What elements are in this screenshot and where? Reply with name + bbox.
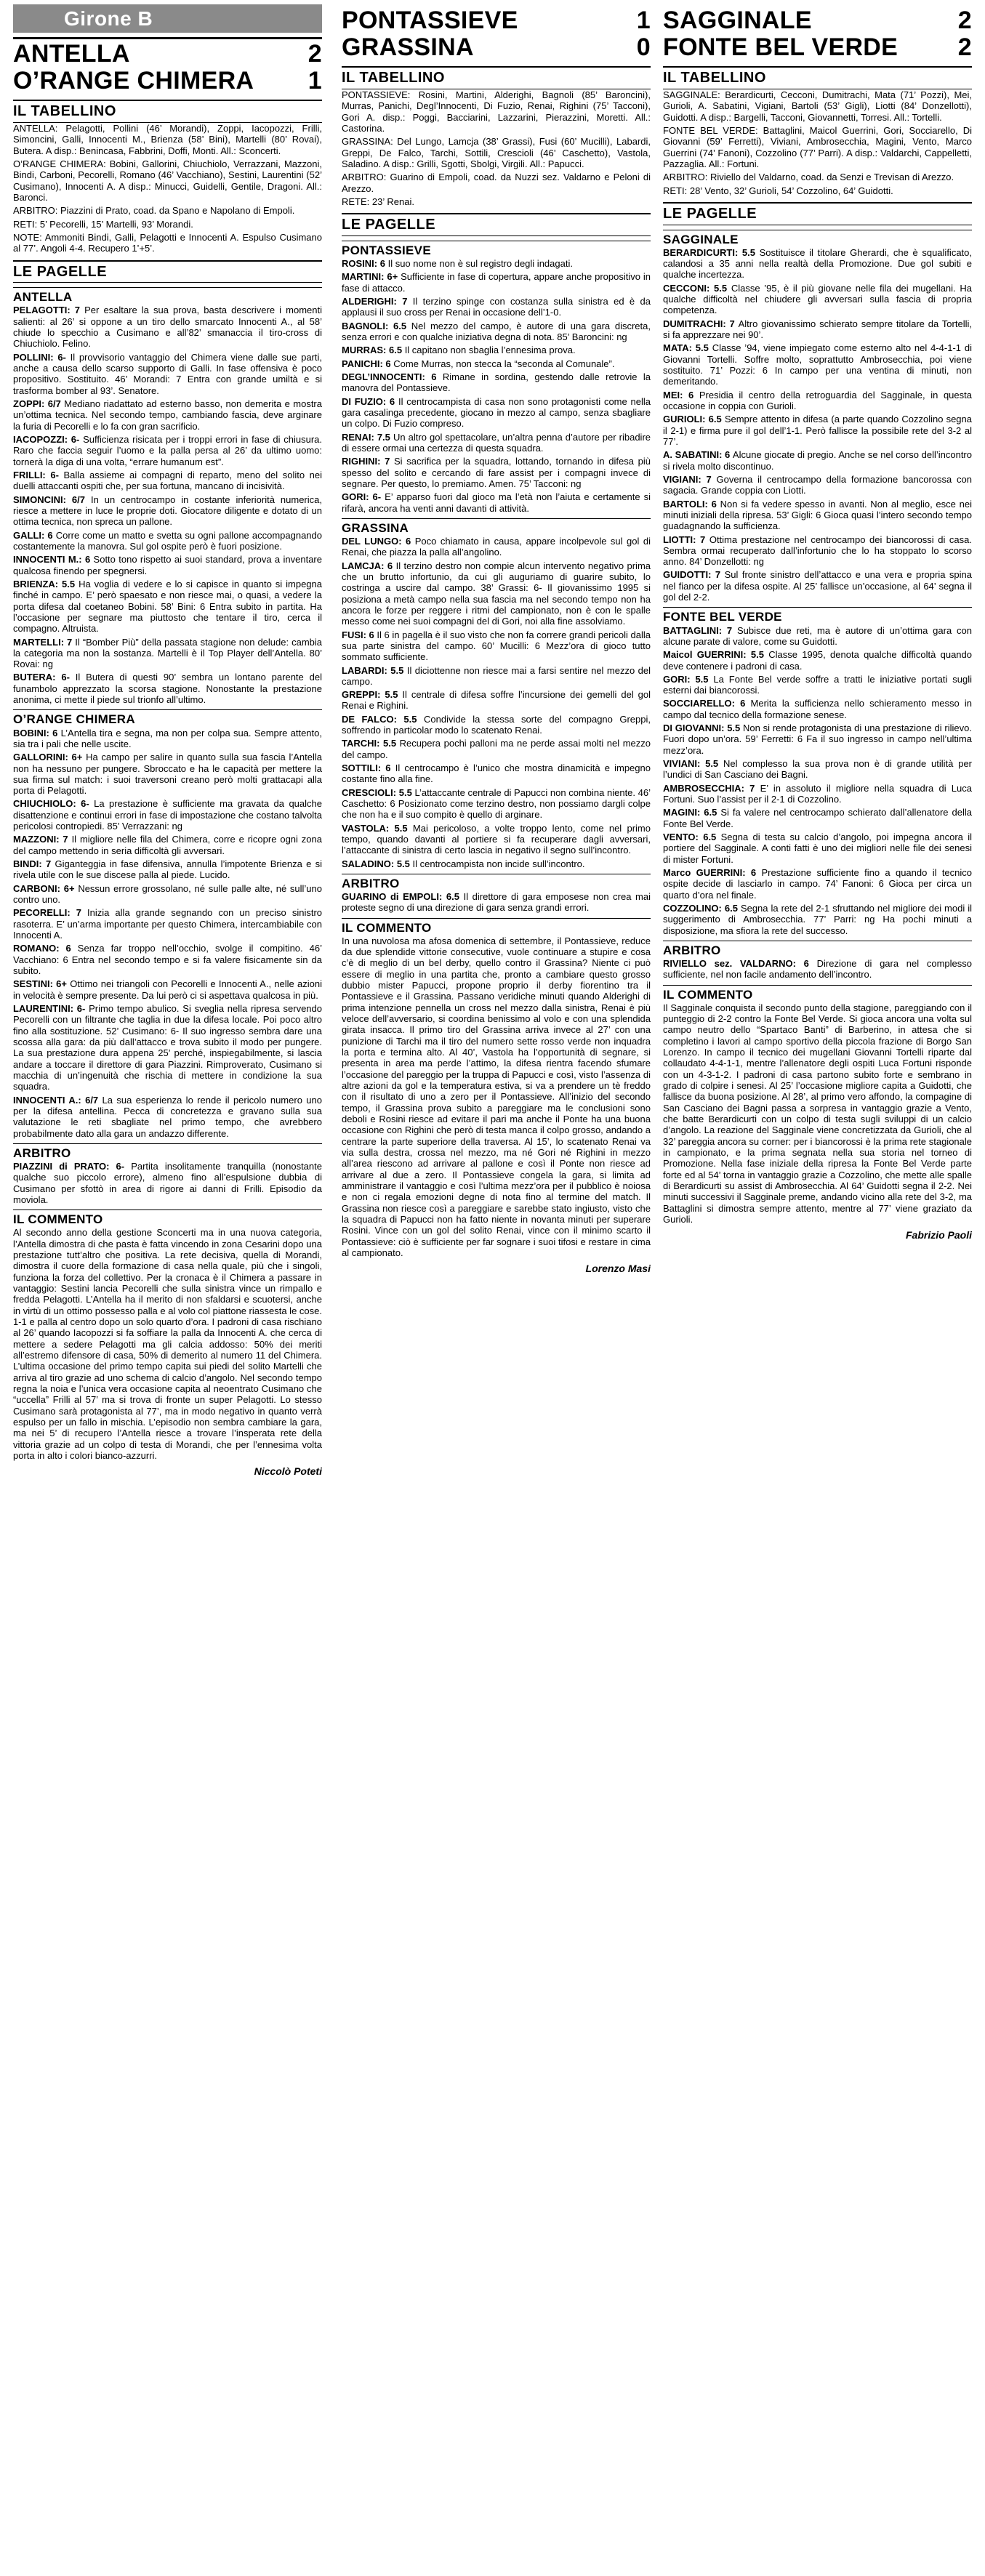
player-name-rating: ZOPPI: 6/7 (13, 398, 65, 409)
player-rating (342, 629, 651, 663)
tabellino-line: ARBITRO: Guarino di Empoli, coad. da Nuzzi sez. Valdarno e Peloni di Arezzo. (342, 172, 651, 194)
player-name-rating: A. SABATINI: 6 (663, 449, 733, 461)
home-team-name: PONTASSIEVE (342, 7, 518, 34)
player-name-rating: CHIUCHIOLO: 6- (13, 798, 95, 810)
player-name-rating: GREPPI: 5.5 (342, 689, 403, 701)
player-comment: Alcune giocate di pregio. Anche se nel corso dell’incontro si rivela molto discontinuo. (663, 449, 972, 472)
tabellino-line: FONTE BEL VERDE: Battaglini, Maicol Guerrini, Gori, Socciarello, Di Giovanni (59’ Ferretti), Viviani, Ambrosecchia, Magini, Vento, Marco Guerrini (74’ Fanoni), Cozzolino (77’ Parri). A disp.: Valdarchi, Cappelletti, Pazzaglia. All.: Fortuni. (663, 125, 972, 169)
player-rating (342, 714, 651, 736)
player-comment: Subisce due reti, ma è autore di un’ottima gara con alcune parate di valore, come su Guidotti. (663, 624, 972, 647)
section-heading: LE PAGELLE (342, 213, 651, 236)
player-rating (342, 321, 651, 343)
player-name-rating: PANICHI: 6 (342, 358, 394, 369)
player-comment: Si sacrifica per la squadra, lottando, tornando in difesa più spesso del solito e cercando di fare assist per i compagni invece di segnare. Per questo, lo premiamo. Amen. 75’ Tacconi: ng (342, 456, 651, 489)
player-rating (342, 258, 651, 269)
player-name-rating: PELAGOTTI: 7 (13, 305, 85, 316)
player-comment: Per esaltare la sua prova, basta descrivere i momenti salienti: al 26’ si oppone a un tiro dello smarcato Innocenti A., al 58’ chiude lo specchio a Cusimano e all’82’ smanaccia il tiro-cross di Chiuchiolo. Felino. (13, 305, 322, 350)
player-rating (342, 536, 651, 558)
player-rating (663, 783, 972, 805)
player-comment: Nel complesso la sua prova non è di grande utilità per l’undici di San Casciano dei Bagni. (663, 758, 972, 781)
player-comment: Non si rende protagonista di una prestazione di rilievo. Fuori dopo un’ora. 59’ Ferretti: 6 Fa il suo ingresso in campo nell’ultima mezz’ora. (663, 723, 972, 756)
player-comment: Il migliore nelle fila del Chimera, corre e ricopre ogni zona del campo mettendo in seria difficoltà gli avversari. (13, 834, 322, 856)
player-rating (13, 494, 322, 528)
player-comment: Primo tempo abulico. Si sveglia nella ripresa servendo Pecorelli con un filtrante che taglia in due la difesa locale. Poi poco altro fino alla sostituzione. 52’ Cusimano: 6- Il suo ingresso sembra dare una scossa alla gara: da più dall’attacco e trova subito il modo per pungere. La sua prestazione dura appena 25’ perché, inspiegabilmente, si lascia andare a toccare il direttore di gara Piazzini. Rimproverato, Cusimano si macchia di un’ingenuità che rischia di mettere in condizione la sua squadra. (13, 1003, 322, 1092)
player-comment: Balla assieme ai compagni di reparto, meno del solito nei duelli attaccanti ospiti che, per sua fortuna, mancano di incisività. (13, 469, 322, 492)
commento-text: In una nuvolosa ma afosa domenica di settembre, il Pontassieve, reduce da due splendide vittorie consecutive, vuole continuare a stupire e cosa c’è di meglio di un bel derby, quello contro il Grassina? Niente ci può essere di meglio in una partita che, pronto a cambiare questo grosso dubbio mister Papucci, propone proprio il derby fiorentino tra il Pontassieve e il Grassina. Passano veridiche minuti quando Alderighi di prima intenzione pennella un cross nel mezzo dalla sinistra, Renai è più veloce dell’avversario, si coordina benissimo al volo e con una splendida girata insacca. Il primo tiro del Grassina arriva invece al 27’ con una punizione di Tarchi ma il tiro del numero sette rosso verde non inquadra la porta e termina alto. Al 40’, Vastola ha l’opportunità di segnare, si presenta in area ma perde l’attimo, la difesa rientra facendo sfumare l’occasione del pareggio per la truppa di Papucci e così, visto l’assenza di altre azioni da gol e la temperatura estiva, si va a prendere un tè freddo con il risultato di uno a zero per il Pontassieve. All’inizio del secondo tempo, il Grassina prova subito a pareggiare ma le conclusioni sono deboli e Rosini riesce ad evitare il pari ma anche il Ponte ha una buona occasione con Righini che però di testa manca il colpo grosso, andando a centrare la parte superiore della traversa. Al 15’, lo scatenato Renai va via sulla destra, crossa nel mezzo, ma né Gori né Righini in mezzo all’area riescono ad arrivare al pallone e così il Ponte non riesce ad arrivare al due a zero. Il Pontassieve congela la gara, si limita ad amministrare il vantaggio e così l’ultima mezz’ora per il pubblico è noiosa e non ci regala emozioni degne di nota fino al termine del match. Il Grassina non riesce così a pareggiare e sarebbe stato ingiusto, visto che la squadra di Papucci non ha fatto niente in novanta minuti per superare Rosini. Vince con un gol del solito Renai, vince con il minimo scarto il Pontassieve: ciò è sufficiente per far sognare i suoi tifosi e restare in cima al campionato. (342, 935, 651, 1259)
player-comment: Merita la sufficienza nello schieramento messo in campo dal tecnico della formazione senese. (663, 698, 972, 720)
group-header: Girone B (13, 4, 322, 33)
player-rating (342, 358, 651, 369)
player-rating (13, 834, 322, 856)
player-comment: Il “Bomber Più” della passata stagione non delude: cambia la categoria ma non la sostanza. Martelli è il Top Player dell’Antella. 80’ Rovai: ng (13, 636, 322, 670)
player-rating (663, 534, 972, 568)
player-rating (13, 352, 322, 396)
player-name-rating: PIAZZINI di PRATO: 6- (13, 1161, 132, 1172)
referee-heading: ARBITRO (342, 874, 651, 891)
player-name-rating: RIGHINI: 7 (342, 456, 394, 467)
player-name-rating: Maicol GUERRINI: 5.5 (663, 649, 769, 661)
tabellino-line: ARBITRO: Riviello del Valdarno, coad. da Senzi e Trevisan di Arezzo. (663, 172, 954, 183)
player-name-rating: BATTAGLINI: 7 (663, 624, 737, 636)
referee-heading: ARBITRO (663, 941, 972, 958)
team-row (663, 34, 972, 61)
player-name-rating: MEI: 6 (663, 389, 699, 401)
home-team-name: ANTELLA (13, 40, 130, 68)
player-comment: Sufficiente in fase di copertura, appare anche propositivo in fase di attacco. (342, 271, 651, 294)
match-header (342, 6, 651, 60)
player-comment: Il centrocampista di casa non sono protagonisti come nella gara casalinga precedente, giocano in mezzo al campo, senza sbagliare un colpo. Di Fuzio compreso. (342, 395, 651, 430)
player-name-rating: MAZZONI: 7 (13, 834, 72, 845)
ratings-list (342, 258, 651, 514)
player-name-rating: CECCONI: 5.5 (663, 282, 731, 294)
player-rating (663, 474, 972, 496)
player-comment: Ha campo per salire in quanto sulla sua fascia l’Antella non ha nessuno per pungere. Sbroccato e ha le capacità per mettere la sua firma sul match: i suoi traversoni creano però molti grattacapi alla porta di Pelagotti. (13, 752, 322, 797)
player-name-rating: ROSINI: 6 (342, 257, 388, 269)
match-header (13, 37, 322, 94)
player-rating (342, 345, 651, 355)
player-name-rating: TARCHI: 5.5 (342, 738, 400, 749)
player-comment: Sostituisce il titolare Gherardi, che è squalificato, calandosi a 35 anni nella realtà della Promozione. Due gol subiti e qualche incertezza. (663, 246, 972, 281)
player-rating (663, 903, 972, 936)
player-rating (342, 891, 651, 914)
column-antella-chimera (13, 0, 322, 2576)
column-pontassieve-grassina (342, 0, 651, 2576)
player-comment: Recupera pochi palloni ma ne perde assai molti nel mezzo del campo. (342, 738, 651, 760)
player-rating (13, 434, 322, 467)
player-comment: Mediano riadattato ad esterno basso, non demerita e mostra un’ottima tecnica. Nel secondo tempo, cambiando fascia, deve arginare la furia di Pecorelli e lo fa con gran sacrificio. (13, 398, 322, 432)
player-name-rating: DEGL’INNOCENTI: 6 (342, 371, 443, 382)
player-name-rating: GURIOLI: 6.5 (663, 414, 725, 425)
tabellino-line: RETE: 23’ Renai. (342, 196, 414, 207)
player-name-rating: GALLORINI: 6+ (13, 752, 87, 763)
player-comment: Presidia il centro della retroguardia del Sagginale, in questa occasione in coppia con Gurioli. (663, 389, 972, 411)
section-heading: LE PAGELLE (13, 260, 322, 283)
player-name-rating: BARTOLI: 6 (663, 498, 720, 510)
player-comment: Il 6 in pagella è il suo visto che non fa correre grandi pericoli dalla sua parte sinistra del campo. 60’ Mucilli: 6 Mezz’ora di gioco tutto sommato sufficiente. (342, 629, 651, 663)
player-name-rating: ALDERIGHI: 7 (342, 295, 413, 307)
author-signature: Lorenzo Masi (585, 1263, 651, 1275)
home-team-score: 2 (957, 7, 972, 34)
player-rating (342, 271, 651, 294)
player-rating (663, 247, 972, 281)
player-rating (342, 858, 651, 869)
player-comment: Prestazione sufficiente fino a quando il tecnico ospite decide di lasciarlo in campo. 74’ Fanoni: 6 Gioca per circa un quarto d’ora nel finale. (663, 867, 972, 901)
player-rating (13, 883, 322, 906)
section-heading: IL TABELLINO (13, 100, 322, 123)
player-name-rating: BRIENZA: 5.5 (13, 578, 79, 589)
home-team-name: SAGGINALE (663, 7, 812, 34)
player-comment: Il terzino spinge con costanza sulla sinistra ed è da applausi il suo cross per Renai in occasione dell’1-0. (342, 295, 651, 318)
player-rating (13, 1003, 322, 1092)
ratings-list (13, 305, 322, 705)
commento-heading: IL COMMENTO (13, 1209, 322, 1227)
tabellino-line: RETI: 5’ Pecorelli, 15’ Martelli, 93’ Morandi. (13, 218, 193, 230)
player-comment: La Fonte Bel verde soffre a tratti le iniziative portati sugli esterni dai biancorossi. (663, 673, 972, 696)
player-comment: Si fa valere nel centrocampo schierato dall’allenatore della Fonte Bel Verde. (663, 807, 972, 829)
player-name-rating: RIVIELLO sez. VALDARNO: 6 (663, 958, 817, 970)
team-row (13, 68, 322, 94)
player-name-rating: VIGIANI: 7 (663, 473, 717, 485)
section-heading: IL TABELLINO (663, 66, 972, 89)
player-name-rating: COZZOLINO: 6.5 (663, 903, 741, 914)
player-name-rating: VIVIANI: 5.5 (663, 758, 723, 770)
team-row (13, 41, 322, 68)
player-rating (13, 943, 322, 976)
player-name-rating: GORI: 5.5 (663, 673, 714, 685)
away-team-score: 0 (636, 33, 651, 61)
player-rating (663, 625, 972, 648)
player-rating (342, 560, 651, 627)
player-rating (663, 758, 972, 781)
ratings-list (342, 536, 651, 869)
away-team-name: O’RANGE CHIMERA (13, 66, 254, 94)
player-name-rating: IACOPOZZI: 6- (13, 433, 84, 445)
player-name-rating: ROMANO: 6 (13, 943, 78, 954)
player-name-rating: BERARDICURTI: 5.5 (663, 246, 760, 258)
player-rating (342, 738, 651, 760)
player-name-rating: GUIDOTTI: 7 (663, 569, 725, 581)
tabellino-line: ANTELLA: Pelagotti, Pollini (46’ Morandi), Zoppi, Iacopozzi, Frilli, Simoncini, Galli, Innocenti M., Brienza (58’ Bini), Martelli (80’ Rovai), Butera. A disp.: Benincasa, Fabbrini, Doffi, Monti. All.: Sconcerti. (13, 123, 322, 156)
player-name-rating: LAURENTINI: 6- (13, 1003, 89, 1015)
player-rating (342, 823, 651, 856)
team-row (663, 7, 972, 34)
player-rating (663, 390, 972, 412)
team-subheading: PONTASSIEVE (342, 241, 651, 258)
home-team-score: 2 (307, 40, 322, 68)
player-comment: Il Butera di questi 90’ sembra un lontano parente del funambolo apprezzato la scorsa stagione. Nonostante la prestazione anonima, ci mette il piede sul trionfo all’ultimo. (13, 672, 322, 706)
player-name-rating: MAGINI: 6.5 (663, 807, 721, 818)
player-comment: Poco chiamato in causa, appare incolpevole sul gol di Renai, che piazza la palla all’angolino. (342, 535, 651, 558)
away-team-name: FONTE BEL VERDE (663, 33, 898, 61)
player-rating (13, 798, 322, 832)
player-rating (13, 530, 322, 552)
tabellino-line: O’RANGE CHIMERA: Bobini, Gallorini, Chiuchiolo, Verrazzani, Mazzoni, Bindi, Carboni, Pecorelli, Romano (46’ Vacchiano), Sestini, Laurentini (52’ Cusimano), Innocenti A. A disp.: Minucci, Guidelli, Gentile, Dragoni. All.: Baronci. (13, 158, 322, 204)
ratings-list (13, 1161, 322, 1205)
player-name-rating: INNOCENTI M.: 6 (13, 554, 94, 565)
player-comment: Mai pericoloso, a volte troppo lento, come nel primo tempo, quando davanti al portiere si fa recuperare dagli avversari, l’attaccante di sinistra di certo lascia in negativo il segno sull’incontro. (342, 822, 651, 856)
ratings-list (663, 958, 972, 981)
player-comment: Sempre attento in difesa (a parte quando Cozzolino segna il 2-1) e firma pure il gol dell’1-1. Però fallisce la possibile rete del 3-2 al 77’. (663, 414, 972, 447)
player-name-rating: MURRAS: 6.5 (342, 345, 405, 356)
player-comment: Senza far troppo nell’occhio, svolge il compitino. 46’ Vacchiano: 6 Entra nel secondo tempo e si fa valere fisicamente sin da subito. (13, 943, 322, 977)
player-name-rating: CARBONI: 6+ (13, 882, 79, 894)
player-comment: Condivide la stessa sorte del compagno Greppi, soffrendo in particolar modo lo scatenato Renai. (342, 713, 651, 736)
away-team-name: GRASSINA (342, 33, 474, 61)
player-rating (663, 674, 972, 696)
player-rating (663, 867, 972, 901)
player-rating (663, 958, 972, 981)
player-name-rating: SIMONCINI: 6/7 (13, 494, 91, 505)
player-comment: Nel mezzo del campo, è autore di una gara discreta, senza errori e con qualche iniziativa degna di nota. 85’ Baroncini: ng (342, 320, 651, 342)
player-comment: Il terzino destro non compie alcun intervento negativo prima che un brutto infortunio, da cui gli auguriamo di guarire subito, lo costringa a uscire dal campo. 38’ Grassi: 6- Il giovanissimo 1995 si posiziona a metà campo nella sua fascia ma nel secondo tempo non ha ancora le forze per reggere i ritmi del campionato, non è con le spalle messo come nei suoi compagni del di Gori, noi alla fine assolviamo. (342, 560, 651, 627)
commento-heading: IL COMMENTO (663, 985, 972, 1002)
player-rating (342, 665, 651, 688)
ratings-list (663, 247, 972, 603)
referee-heading: ARBITRO (13, 1143, 322, 1161)
player-name-rating: BOBINI: 6 (13, 727, 61, 738)
player-name-rating: INNOCENTI A.: 6/7 (13, 1094, 102, 1106)
author-signature: Fabrizio Paoli (905, 1229, 972, 1241)
player-name-rating: LAMCJA: 6 (342, 560, 396, 571)
team-subheading: SAGGINALE (663, 230, 972, 247)
player-comment: Sul fronte sinistro dell’attacco e una vera e propria spina nel fianco per la difesa ospite. Al 25’ fallisce un’occasione, al 64’ segna il gol del 2-2. (663, 569, 972, 603)
player-comment: L’attaccante centrale di Papucci non combina niente. 46’ Caschetto: 6 Posizionato come terzino destro, non possiamo dargli colpe che non ha e il suo compito è quello di arginare. (342, 786, 651, 821)
player-comment: In un centrocampo in costante inferiorità numerica, riesce a mettere in luce le proprie doti. Giocatore diligente e dotato di un ottima tecnica, non spreca un pallone. (13, 494, 322, 528)
player-comment: La sua esperienza lo rende il pericolo numero uno per la difesa antellina. Pecca di concretezza e gravano sulla sua valutazione le reti sbagliate nel primo tempo, che avrebbero probabilmente dato alla gara un andazzo differente. (13, 1094, 322, 1139)
player-comment: L’Antella tira e segna, ma non per colpa sua. Sempre attento, sia tra i pali che nelle uscite. (13, 727, 322, 749)
player-name-rating: GALLI: 6 (13, 529, 56, 541)
player-rating (342, 491, 651, 514)
player-comment: Direzione di gara nel complesso sufficiente, nel non facile andamento dell’incontro. (663, 958, 972, 981)
player-name-rating: SESTINI: 6+ (13, 978, 71, 990)
player-comment: Il centrocampista non incide sull’incontro. (412, 858, 585, 869)
team-row (342, 34, 651, 61)
tabellino-line: PONTASSIEVE: Rosini, Martini, Alderighi, Bagnoli (85’ Baroncini), Murras, Panichi, Degl’Innocenti, Di Fuzio, Renai, Righini (75’ Tacconi), Gori A. disp.: Poggi, Bacciarini, Lazzarini, Pierazzini, Moretti. All.: Castorina. (342, 89, 651, 134)
player-name-rating: MATA: 5.5 (663, 342, 712, 354)
tabellino (342, 89, 651, 207)
player-rating (13, 470, 322, 492)
player-comment: Ottimo nei triangoli con Pecorelli e Innocenti A., nelle azioni in velocità è sempre presente. Da lui però ci si aspettava qualcosa in più. (13, 978, 322, 1001)
player-rating (663, 499, 972, 532)
player-name-rating: LABARDI: 5.5 (342, 664, 407, 676)
team-subheading: O’RANGE CHIMERA (13, 709, 322, 727)
tabellino-line: ARBITRO: Piazzini di Prato, coad. da Spano e Napolano di Empoli. (13, 205, 295, 217)
player-comment: E’ in assoluto il migliore nella squadra di Luca Fortuni. Suo l’assist per il 2-1 di Cozzolino. (663, 782, 972, 805)
player-rating (342, 432, 651, 454)
player-name-rating: RENAI: 7.5 (342, 431, 393, 443)
tabellino-line: GRASSINA: Del Lungo, Lamcja (38’ Grassi), Fusi (60’ Mucilli), Labardi, Greppi, De Falco, Tarchi, Sottili, Crescioli (46’ Caschetto), Vastola, Saladino. A disp.: Grilli, Sgotti, Sbolgi, Virgili. All.: Papucci. (342, 136, 651, 169)
player-name-rating: DI FUZIO: 6 (342, 395, 398, 407)
player-comment: Il capitano non sbaglia l’ennesima prova. (404, 345, 576, 356)
player-comment: Il suo nome non è sul registro degli indagati. (387, 257, 573, 269)
player-comment: E’ apparso fuori dal gioco ma l’età non l’aiuta e certamente si rifarà, ancora ha venti anni davanti di attività. (342, 491, 651, 514)
player-name-rating: FRILLI: 6- (13, 469, 64, 480)
tabellino-line: NOTE: Ammoniti Bindi, Galli, Pelagotti e Innocenti A. Espulso Cusimano al 77’. Angoli 4-4. Recupero 1’+5’. (13, 232, 322, 254)
player-rating (342, 787, 651, 821)
player-comment: Segna la rete del 2-1 sfruttando nel migliore dei modi il suggerimento di Ambrosecchia. 77’ Parri: ng Ha pochi minuti a disposizione, ma sfiora la rete del successo. (663, 903, 972, 936)
player-rating (342, 396, 651, 430)
player-rating (342, 456, 651, 489)
player-comment: Come Murras, non stecca la “seconda al Comunale”. (393, 358, 615, 369)
section-heading: LE PAGELLE (663, 202, 972, 225)
player-name-rating: DEL LUNGO: 6 (342, 535, 415, 547)
player-name-rating: AMBROSECCHIA: 7 (663, 782, 760, 794)
player-name-rating: BAGNOLI: 6.5 (342, 320, 411, 331)
ratings-list (13, 728, 322, 1139)
player-name-rating: CRESCIOLI: 5.5 (342, 786, 415, 798)
player-rating (13, 907, 322, 941)
player-rating (663, 318, 972, 341)
player-name-rating: LIOTTI: 7 (663, 534, 709, 545)
commento-text: Il Sagginale conquista il secondo punto della stagione, pareggiando con il punteggio di 2-2 contro la Fonte Bel Verde. Si gioca ancora una volta sul campo neutro dello “Spartaco Banti” di Barberino, in attesa che si completino i lavori al campo sportivo della piccola frazione di Borgo San Lorenzo. In campo il tecnico dei mugellani Giovanni Tortelli riparte dal collaudato 4-4-1-1, mentre l’allenatore degli ospiti Luca Fortuni risponde con un 4-3-1-2. I padroni di casa partono subito forte e sembrano in grado di colpire i senesi. Al 25’ l’occasione migliore capita a Guidotti, che fallisce da buona posizione. Al 28’, al primo vero affondo, la compagine di San Casciano dei Bagni passa a sorpresa in vantaggio grazie a Vento, che batte Berardicurti con un colpo di testa sugli sviluppi di un calcio d’angolo. La reazione del Sagginale viene concretizzata da Gurioli, che al 32’ pareggia ancora su corner: per i biancorossi è la prima rete stagionale in campionato, e la prima segnata nella sua storia nel torneo di Promozione. Nella fase iniziale della ripresa la Fonte Bel Verde parte forte ed al 54’ torna in vantaggio grazie a Cozzolino, che mette alle spalle di Berardicurti su assist di Ambrosecchia. Al 64’ Guidotti segna il 2-2. Nei minuti successivi il Sagginale preme, andando vicino alla rete del 3-2, ma Battaglini si dimostra sempre attento, mentre al 77’ viene graziato da Gurioli. (663, 1002, 972, 1225)
player-comment: Nessun errore grossolano, né sulle palle alte, né sull’uno contro uno. (13, 882, 322, 906)
player-comment: Ha voglia di vedere e lo si capisce in quanto si impegna finché in campo. E’ però spaesato e non riesce mai, o quasi, a vedere la porta difesa dal coetaneo Bobini. 58’ Bini: 6 Entra subito in partita. Ha l’occasione per segnare ma piuttosto che tentare il tiro, cerca il compagno. Altruista. (13, 578, 322, 635)
player-comment: Sufficienza risicata per i troppi errori in fase di chiusura. Raro che faccia seguir l’uomo e la palla persa al 26’ da ultimo uomo: tornerà la diga di una volta, “errare humanum est”. (13, 433, 322, 467)
player-rating (342, 371, 651, 394)
player-name-rating: VASTOLA: 5.5 (342, 822, 413, 834)
player-comment: La prestazione è sufficiente ma gravata da qualche disattenzione e continui errori in fase di impostazione che costano talvolta pericolosi contropiedi. 85’ Verrazzani: ng (13, 798, 322, 832)
team-row (342, 7, 651, 34)
player-name-rating: GUARINO di EMPOLI: 6.5 (342, 891, 464, 903)
player-comment: Il direttore di gara emposese non crea mai proteste segno di una direzione di gara senza grandi errori. (342, 891, 651, 914)
player-rating (342, 762, 651, 785)
team-subheading: FONTE BEL VERDE (663, 607, 972, 624)
ratings-list (663, 625, 972, 937)
player-comment: Ottima prestazione nel centrocampo dei biancorossi di casa. Sembra ormai recuperato dall’infortunio che lo ha stoppato lo scorso anno. 84’ Donzellotti: ng (663, 534, 972, 568)
player-rating (342, 689, 651, 712)
player-rating (663, 283, 972, 316)
player-name-rating: FUSI: 6 (342, 629, 377, 640)
tabellino-line: SAGGINALE: Berardicurti, Cecconi, Dumitrachi, Mata (71’ Pozzi), Mei, Gurioli, A. Sabatini, Vigiani, Bartoli (53’ Gigli), Liotti (84’ Donzellotti), Guidotti. A disp.: Bargelli, Tacconi, Giovannetti, Torresi. All.: Tortelli. (663, 89, 972, 123)
player-rating (13, 728, 322, 750)
player-comment: Classe 1995, denota qualche difficoltà quando deve contenere i padroni di casa. (663, 649, 972, 672)
player-name-rating: SOCCIARELLO: 6 (663, 698, 751, 709)
player-rating (13, 672, 322, 705)
player-rating (13, 752, 322, 796)
match-header (663, 6, 972, 60)
player-rating (663, 569, 972, 603)
player-name-rating: BUTERA: 6- (13, 672, 76, 683)
player-comment: Il diciottenne non riesce mai a farsi sentire nel mezzo del campo. (342, 664, 651, 687)
player-name-rating: Marco GUERRINI: 6 (663, 867, 762, 879)
player-name-rating: GORI: 6- (342, 491, 385, 503)
away-team-score: 2 (957, 33, 972, 61)
team-subheading: GRASSINA (342, 518, 651, 536)
player-comment: Classe ’94, viene impiegato come esterno alto nel 4-4-1-1 di Giovanni Tortelli. Soffre molto, soprattutto Ambrosecchia, poi viene sostituito. 71’ Pozzi: 6 In campo per una ventina di minuti, non demeritando. (663, 342, 972, 387)
player-name-rating: DE FALCO: 5.5 (342, 713, 424, 725)
tabellino (13, 123, 322, 254)
player-name-rating: BINDI: 7 (13, 858, 55, 870)
home-team-score: 1 (636, 7, 651, 34)
player-comment: Inizia alla grande segnando con un preciso sinistro rasoterra. E’ un’arma importante per questo Chimera, intercambiabile con Innocenti A. (13, 907, 322, 941)
player-comment: Il provvisorio vantaggio del Chimera viene dalle sue parti, anche a causa dello scarso supporto di Galli. In fase offensiva è poco propositivo. Sostituito. 46’ Morandi: 7 Entra con grande umiltà e si trasforma bomber al 93’. Senatore. (13, 351, 322, 396)
author-signature: Niccolò Poteti (254, 1465, 322, 1478)
player-rating (13, 978, 322, 1001)
player-name-rating: MARTINI: 6+ (342, 271, 401, 283)
player-rating (342, 296, 651, 318)
player-rating (13, 579, 322, 635)
player-rating (663, 723, 972, 756)
tabellino (663, 89, 972, 196)
player-name-rating: PECORELLI: 7 (13, 907, 88, 919)
player-comment: Partita insolitamente tranquilla (nonostante qualche suo piccolo errore), almeno fino all’espulsione dubbia di Cusimano per sfottò in area di rigore ai danni di Frilli. Episodio da moviola. (13, 1161, 322, 1206)
ratings-list (342, 891, 651, 914)
player-comment: Giganteggia in fase difensiva, annulla l’impotente Brienza e si rivela utile con le sue discese palla al piede. Lucido. (13, 858, 322, 881)
tabellino-line: RETI: 28’ Vento, 32’ Gurioli, 54’ Cozzolino, 64’ Guidotti. (663, 185, 893, 196)
player-rating (13, 398, 322, 432)
player-rating (13, 1095, 322, 1139)
player-comment: Un altro gol spettacolare, un’altra penna d’autore per ribadire di essere ormai una certezza di questa squadra. (342, 431, 651, 454)
player-rating (13, 554, 322, 576)
player-rating (13, 637, 322, 670)
player-comment: Il centrocampo è l’unico che mostra dinamicità e impegno costante fino alla fine. (342, 762, 651, 785)
player-rating (663, 449, 972, 472)
player-comment: Governa il centrocampo della formazione bancorossa con sagacia. Grande coppia con Liotti. (663, 473, 972, 496)
player-comment: Non si fa vedere spesso in avanti. Non al meglio, esce nei minuti iniziali della ripresa. 53’ Gigli: 6 Gioca quasi l’intero secondo tempo guadagnando la sufficienza. (663, 498, 972, 532)
player-comment: Classe ’95, è il più giovane nelle fila dei mugellani. Ha qualche difficoltà nel chiudere gli avversari sulla fascia di propria competenza. (663, 282, 972, 316)
player-comment: Altro giovanissimo schierato sempre titolare da Tortelli, si fa apprezzare nei 90’. (663, 318, 972, 340)
player-rating (13, 305, 322, 349)
player-name-rating: DI GIOVANNI: 5.5 (663, 723, 744, 734)
player-rating (663, 649, 972, 672)
player-comment: Il centrale di difesa soffre l’incursione dei gemelli del gol Renai e Righini. (342, 689, 651, 712)
player-name-rating: SOTTILI: 6 (342, 762, 395, 774)
commento-heading: IL COMMENTO (342, 918, 651, 935)
player-rating (663, 832, 972, 865)
commento-text: Al secondo anno della gestione Sconcerti ma in una nuova categoria, l’Antella dimostra di che pasta è fatta vincendo in zona Cesarini dopo una prestazione tutt’altro che positiva. La rete decisiva, quella di Morandi, dimostra il cuore della formazione di casa nella quale, più che i singoli, funziona la forza del collettivo. Per la cronaca è il Chimera a passare in vantaggio: Sestini lancia Pecorelli che sulla sinistra vince un rimpallo e fredda Pelagotti. L’Antella ha il merito di non sfaldarsi e scuotersi, anche in virtù di un ottimo possesso palla e al volo col piattone riassesta le cose. 1-1 e palla al centro dopo un solo quarto d’ora. I padroni di casa rischiano al 26’ quando Iacopozzi si fa soffiare la palla da Innocenti A. che cerca di mettere a sedere Pelagotti ma gli calcia addosso: 50% dei meriti all’estremo difensore di casa, 50% di demerito al numero 11 del Chimera. L’ultima occasione del primo tempo capita sui piedi del solito Martelli che arriva al tiro grazie ad uno schema di calcio d’angolo. Nel secondo tempo regna la noia e l’unica vera occasione capita al neoentrato Cusimano che “uccella” Frilli al 57’ ma si trova di fronte un super Pelagotti. Lo stesso Cusimano sarà protagonista al 77’, ma in modo negativo in quanto verrà espulso per un fallo in mischia. L’episodio non sembra cambiare la gara, ma nei 5’ di recupero l’Antella riesce a trovare l’insperata rete della vittoria grazie ad un colpo di testa di Morandi, che per l’ennesima volta porta in alto i colori bianco-azzurri. (13, 1227, 322, 1461)
player-rating (13, 1161, 322, 1205)
player-rating (663, 698, 972, 720)
player-comment: Corre come un matto e svetta su ogni pallone accompagnando costantemente la manovra. Sul gol ospite però è fuori posizione. (13, 529, 322, 552)
player-name-rating: MARTELLI: 7 (13, 636, 76, 648)
player-rating (663, 414, 972, 447)
player-rating (663, 342, 972, 387)
away-team-score: 1 (307, 66, 322, 94)
player-rating (13, 858, 322, 881)
team-subheading: ANTELLA (13, 287, 322, 305)
section-heading: IL TABELLINO (342, 66, 651, 89)
player-comment: Segna di testa su calcio d’angolo, poi impegna ancora il portiere del Sagginale. A conti fatti è uno dei migliori nelle file dei senesi di mister Fortuni. (663, 832, 972, 865)
player-name-rating: VENTO: 6.5 (663, 832, 721, 843)
column-sagginale-fonte (663, 0, 972, 2576)
player-comment: Rimane in sordina, gestendo dalle retrovie la manovra del Pontassieve. (342, 371, 651, 394)
player-comment: Sotto tono rispetto ai suoi standard, prova a inventare qualcosa finendo per spegnersi. (13, 554, 322, 576)
player-name-rating: DUMITRACHI: 7 (663, 318, 739, 329)
player-name-rating: POLLINI: 6- (13, 351, 71, 363)
player-rating (663, 807, 972, 829)
player-name-rating: SALADINO: 5.5 (342, 858, 413, 869)
